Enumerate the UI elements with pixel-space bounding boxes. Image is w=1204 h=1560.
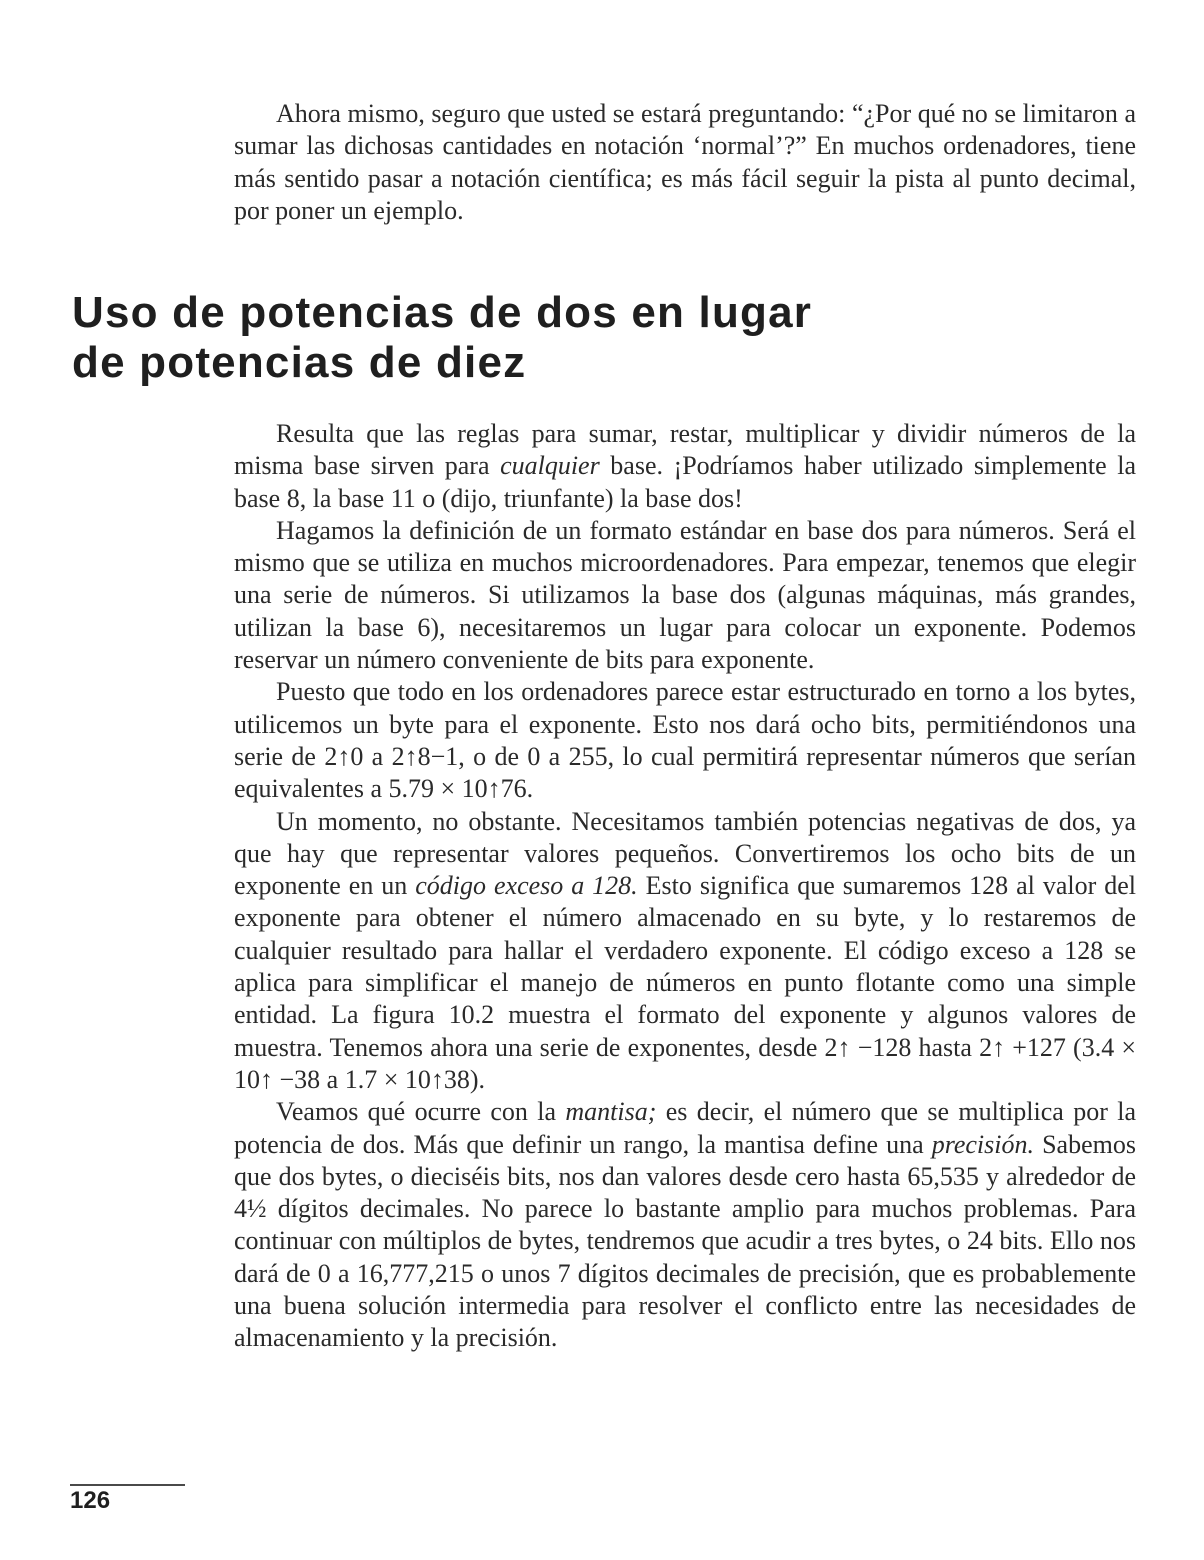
paragraph-1-text-c: base. ¡Podríamos haber utilizado simplemente la base 8, la base 11 o (dijo, triunfante) la base dos! (234, 451, 1136, 513)
intro-paragraph: Ahora mismo, seguro que usted se estará preguntando: “¿Por qué no se limitaron a sumar las dichosas cantidades en notación ‘normal’?” En muchos ordenadores, tiene más sentido pasar a notación científica; es más fácil seguir la pista al punto decimal, por poner un ejemplo. (234, 99, 1136, 225)
paragraph-1 (234, 418, 1136, 515)
paragraph-3: Puesto que todo en los ordenadores parece estar estructurado en torno a los bytes, utilicemos un byte para el exponente. Esto nos dará ocho bits, permitiéndonos una serie de 2↑0 a 2↑8−1, o de 0 a 255, lo cual permitirá representar números que serían equivalentes a 5.79 × 10↑76. (234, 677, 1136, 804)
paragraph-4-italic: código exceso a 128. (415, 871, 638, 901)
paragraph-4-text-a: Un momento, no obstante. Necesitamos también potencias negativas de dos, ya que hay que representar valores pequeños. Convertiremos los ocho bits de un exponente en un (234, 806, 1136, 901)
paragraph-1-text-a: Resulta que las reglas para sumar, restar, multiplicar y dividir números de la misma base sirven para (234, 419, 1136, 481)
paragraph-1-italic: cualquier (500, 451, 600, 481)
paragraph-5-italic-precision: precisión. (931, 1129, 1035, 1159)
paragraph-5-text-e: Sabemos que dos bytes, o dieciséis bits, nos dan valores desde cero hasta 65,535 y alrededor de 4½ dígitos decimales. No parece lo bastante amplio para muchos problemas. Para continuar con múltiplos de bytes, tendremos que acudir a tres bytes, o 24 bits. Ello nos dará de 0 a 16,777,215 o unos 7 dígitos decimales de precisión, que es probablemente una buena solución intermedia para resolver el conflicto entre las necesidades de almacenamiento y la precisión. (234, 1129, 1136, 1353)
paragraph-2: Hagamos la definición de un formato estándar en base dos para números. Será el mismo que se utiliza en muchos microordenadores. Para empezar, tenemos que elegir una serie de números. Si utilizamos la base dos (algunas máquinas, más grandes, utilizan la base 6), necesitaremos un lugar para colocar un exponente. Podemos reservar un número conveniente de bits para exponente. (234, 515, 1136, 675)
section-body (234, 418, 1136, 1355)
page-number: 126 (70, 1487, 111, 1514)
paragraph-4-text-c: Esto significa que sumaremos 128 al valor del exponente para obtener el número almacenado en su byte, y lo restaremos de cualquier resultado para hallar el verdadero exponente. El código exceso a 128 se aplica para simplificar el manejo de números en punto flotante como una simple entidad. La figura 10.2 muestra el formato del exponente y algunos valores de muestra. Tenemos ahora una serie de exponentes, desde 2↑ −128 hasta 2↑ +127 (3.4 × 10↑ −38 a 1.7 × 10↑38). (234, 871, 1137, 1094)
section-heading-line-1: Uso de potencias de dos en lugar (72, 288, 813, 337)
paragraph-4 (234, 806, 1136, 1097)
intro-block (234, 98, 1136, 227)
paragraph-5 (234, 1096, 1136, 1354)
section-heading (72, 288, 972, 388)
paragraph-5-text-c: es decir, el número que se multiplica por la potencia de dos. Más que definir un rango, la mantisa define una (234, 1097, 1136, 1159)
section-heading-line-2: de potencias de diez (72, 338, 527, 387)
paragraph-5-text-a: Veamos qué ocurre con la (276, 1097, 566, 1127)
paragraph-5-italic-mantisa: mantisa; (565, 1097, 657, 1127)
